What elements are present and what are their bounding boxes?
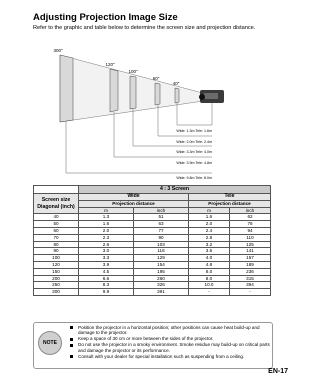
table-cell: 189: [230, 261, 271, 268]
table-row: [34, 221, 271, 228]
table-cell: 300: [34, 289, 79, 296]
table-cell: 141: [230, 248, 271, 255]
table-cell: 200: [34, 275, 79, 282]
table-cell: 326: [134, 282, 189, 289]
tele-header: Tele: [189, 194, 271, 201]
note-item: [70, 325, 270, 336]
note-list: [70, 325, 270, 360]
table-cell: 394: [230, 282, 271, 289]
table-cell: 94: [230, 227, 271, 234]
table-row: [34, 255, 271, 262]
projection-diagram: [0, 0, 300, 180]
note-item: [70, 354, 270, 359]
distance-line-40: [177, 103, 212, 125]
note-item-text: Keep a space of 30 cm or more between the sides of the projector.: [78, 336, 214, 342]
wide-distance-header: Projection distance: [79, 200, 189, 207]
table-cell: 6.6: [79, 275, 134, 282]
table-cell: 90: [34, 248, 79, 255]
table-cell: 195: [134, 268, 189, 275]
table-cell: 6.0: [189, 268, 230, 275]
table-cell: 51: [134, 214, 189, 221]
table-cell: 77: [134, 227, 189, 234]
unit-m-header: m: [79, 207, 134, 214]
tele-distance-header: Projection distance: [189, 200, 271, 207]
table-cell: -: [230, 289, 271, 296]
page-title: Adjusting Projection Image Size: [33, 12, 178, 23]
projection-table: [33, 185, 271, 296]
screen-60: [155, 83, 160, 105]
table-cell: 62: [230, 214, 271, 221]
table-cell: 2.0: [79, 227, 134, 234]
table-cell: 4.0: [189, 255, 230, 262]
table-cell: 78: [230, 221, 271, 228]
table-cell: 157: [230, 255, 271, 262]
bullet-icon: [70, 355, 73, 358]
table-cell: 125: [230, 241, 271, 248]
table-cell: 116: [134, 248, 189, 255]
screen-100: [130, 76, 136, 109]
table-ratio-header: 4 : 3 Screen: [79, 186, 271, 194]
table-cell: 3.2: [189, 241, 230, 248]
table-cell: 120: [34, 261, 79, 268]
table-cell: 40: [34, 214, 79, 221]
unit-inch-header: inch: [230, 207, 271, 214]
table-cell: 3.0: [79, 248, 134, 255]
table-cell: 260: [134, 275, 189, 282]
projector-icon: [199, 90, 224, 103]
table-cell: 9.9: [79, 289, 134, 296]
table-cell: 2.8: [189, 234, 230, 241]
note-item: [70, 342, 270, 353]
distance-label-60: Wide: 2.0m Tele: 2.4m: [176, 140, 212, 144]
table-cell: 3.6: [189, 248, 230, 255]
distance-label-100: Wide: 3.3m Tele: 4.0m: [176, 150, 212, 154]
table-cell: 3.3: [79, 255, 134, 262]
table-cell: 1.3: [79, 214, 134, 221]
size-label-60: 60": [152, 76, 160, 81]
table-cell: 2.6: [79, 241, 134, 248]
unit-inch-header: inch: [134, 207, 189, 214]
table-cell: 8.0: [189, 275, 230, 282]
screen-size-header: Screen size Diagonal (inch): [34, 194, 79, 214]
table-cell: 4.8: [189, 261, 230, 268]
table-cell: 3.9: [79, 261, 134, 268]
size-label-300: 300": [53, 48, 63, 53]
table-cell: 1.6: [189, 214, 230, 221]
table-row: [34, 275, 271, 282]
page-number: EN-17: [268, 368, 288, 375]
size-label-100: 100": [128, 69, 138, 74]
table-cell: 2.4: [189, 227, 230, 234]
size-label-40: 40": [172, 81, 180, 86]
table-row: [34, 289, 271, 296]
note-box: [33, 322, 273, 369]
screen-120: [110, 69, 118, 112]
table-row: [34, 261, 271, 268]
table-cell: 315: [230, 275, 271, 282]
table-cell: 10.0: [189, 282, 230, 289]
table-cell: 50: [34, 221, 79, 228]
distance-label-300: Wide: 9.8m Tele: 8.0m: [176, 176, 212, 180]
table-cell: 8.3: [79, 282, 134, 289]
intro-text: Refer to the graphic and table below to determine the screen size and projection distance.: [33, 25, 256, 31]
table-cell: 80: [34, 241, 79, 248]
table-row: [34, 241, 271, 248]
table-cell: 1.6: [79, 221, 134, 228]
table-cell: 2.0: [189, 221, 230, 228]
distance-label-120: Wide: 3.9m Tele: 4.8m: [176, 161, 212, 165]
table-cell: 60: [34, 227, 79, 234]
table-cell: 154: [134, 261, 189, 268]
table-cell: 100: [34, 255, 79, 262]
table-row: [34, 214, 271, 221]
table-cell: 129: [134, 255, 189, 262]
table-cell: 2.3: [79, 234, 134, 241]
table-cell: 63: [134, 221, 189, 228]
table-cell: 250: [34, 282, 79, 289]
note-item-text: Consult with your dealer for special installation such as suspending from a ceiling.: [78, 353, 245, 359]
table-cell: 150: [34, 268, 79, 275]
table-cell: 4.5: [79, 268, 134, 275]
screen-40: [175, 88, 179, 103]
table-cell: 391: [134, 289, 189, 296]
table-row: [34, 234, 271, 241]
note-item-text: Do not use the projector in a smoky environment. Smoke residue may build-up on critical parts and damage the projector or its performance.: [78, 342, 270, 353]
note-item-text: Position the projector in a horizontal position; other positions can cause heat build-up and damage to the projector.: [78, 325, 260, 336]
note-item: [70, 336, 270, 341]
table-cell: 236: [230, 268, 271, 275]
table-row: [34, 227, 271, 234]
table-cell: 90: [134, 234, 189, 241]
note-icon: NOTE: [38, 331, 62, 355]
bullet-icon: [70, 326, 73, 329]
size-label-120: 120": [105, 62, 115, 67]
bullet-icon: [70, 344, 73, 347]
distance-label-40: Wide: 1.3m Tele: 1.6m: [176, 129, 212, 133]
table-row: [34, 248, 271, 255]
unit-m-header: m: [189, 207, 230, 214]
table-cell: 110: [230, 234, 271, 241]
wide-header: Wide: [79, 194, 189, 201]
table-row: [34, 268, 271, 275]
table-cell: -: [189, 289, 230, 296]
bullet-icon: [70, 338, 73, 341]
table-cell: 70: [34, 234, 79, 241]
table-row: [34, 282, 271, 289]
table-cell: 103: [134, 241, 189, 248]
screen-300: [60, 55, 73, 122]
